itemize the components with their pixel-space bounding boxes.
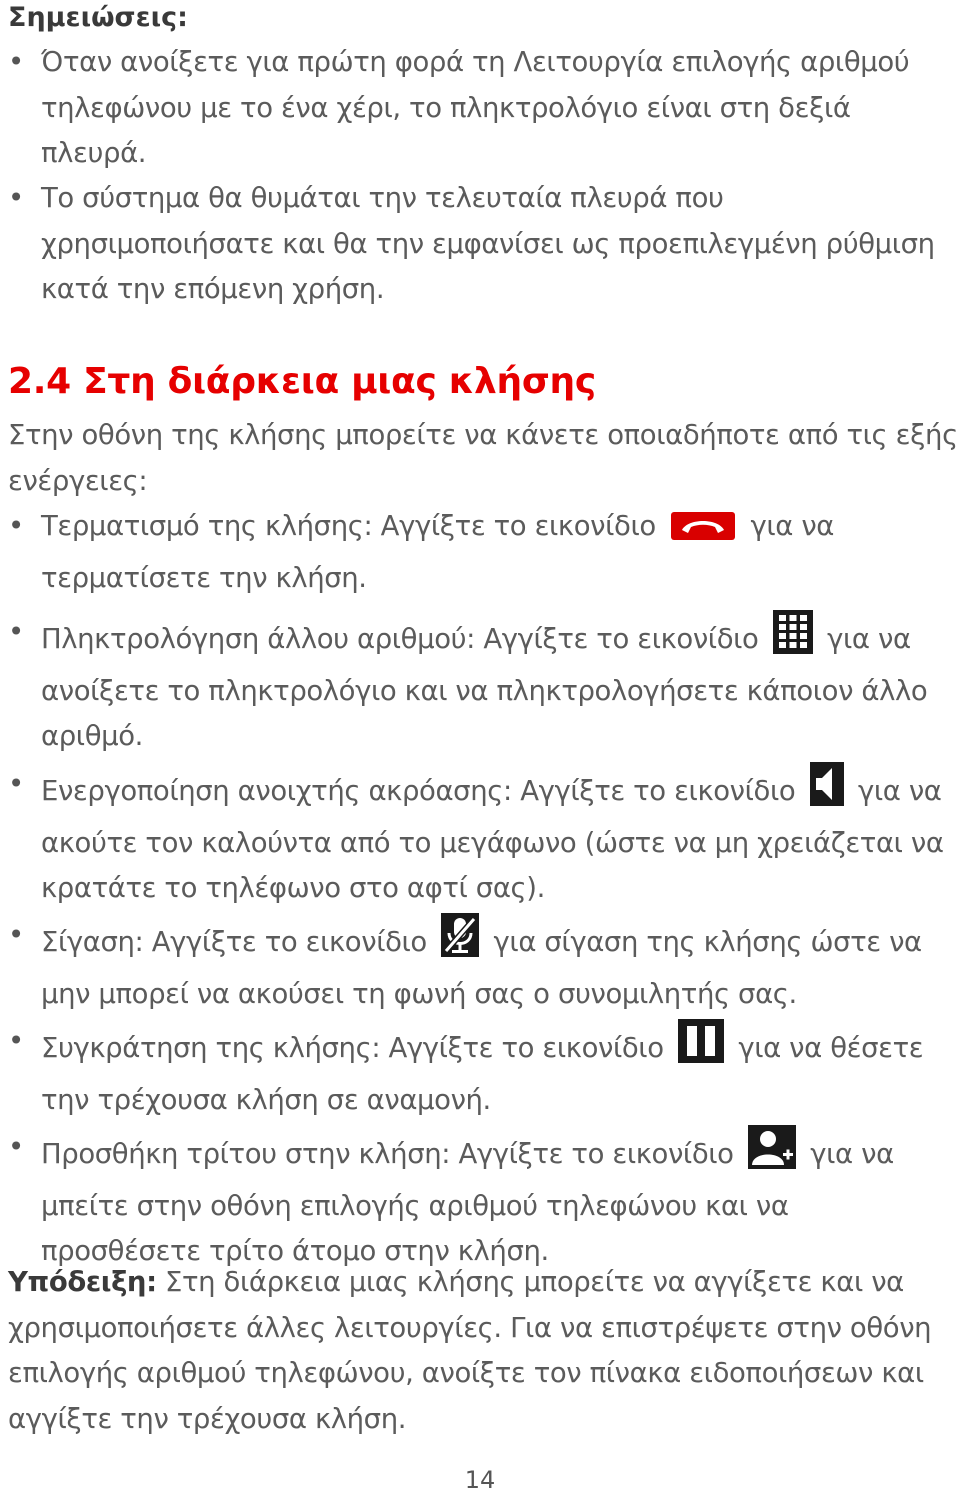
action-text-before: Τερματισμό της κλήσης: Αγγίξτε το εικονίδιο xyxy=(41,510,656,542)
hold-pause-icon xyxy=(678,1019,724,1078)
mute-microphone-icon xyxy=(441,913,479,972)
bullet: • xyxy=(8,768,24,800)
action-text-after: για να θέσετε την τρέχουσα κλήση σε αναμονή. xyxy=(41,1032,924,1116)
bullet: • xyxy=(8,1131,24,1163)
action-text-after: για να τερματίσετε την κλήση. xyxy=(41,510,835,594)
bullet: • xyxy=(8,182,24,214)
tip-paragraph xyxy=(8,1260,958,1442)
action-text-before: Πληκτρολόγηση άλλου αριθμού: Αγγίξτε το εικονίδιο xyxy=(41,623,759,655)
action-text-after: για να ακούτε τον καλούντα από το μεγάφωνο (ώστε να μη χρειάζεται να κρατάτε το τηλέφωνο στο αφτί σας). xyxy=(41,775,944,904)
action-text-before: Προσθήκη τρίτου στην κλήση: Αγγίξτε το εικονίδιο xyxy=(41,1138,734,1170)
action-item-mute xyxy=(8,913,953,1017)
note-item-2 xyxy=(8,176,953,313)
speaker-icon xyxy=(810,762,844,821)
note-text: Όταν ανοίξετε για πρώτη φορά τη Λειτουργία επιλογής αριθμού τηλεφώνου με το ένα χέρι, το πληκτρολόγιο είναι στη δεξιά πλευρά. xyxy=(41,46,910,169)
section-intro: Στην οθόνη της κλήσης μπορείτε να κάνετε οποιαδήποτε από τις εξής ενέργειες: xyxy=(8,419,958,497)
action-text-before: Συγκράτηση της κλήσης: Αγγίξτε το εικονίδιο xyxy=(41,1032,664,1064)
dialpad-icon xyxy=(773,610,813,669)
action-text-before: Σίγαση: Αγγίξτε το εικονίδιο xyxy=(41,926,427,958)
bullet: • xyxy=(8,919,24,951)
action-text-before: Ενεργοποίηση ανοιχτής ακρόασης: Αγγίξτε το εικονίδιο xyxy=(41,775,796,807)
tip-text: Στη διάρκεια μιας κλήσης μπορείτε να αγγίξετε και να χρησιμοποιήσετε άλλες λειτουργίες. Για να επιστρέψετε στην οθόνη επιλογής αριθμού τηλεφώνου, ανοίξτε τον πίνακα ειδοποιήσεων και αγγίξτε την τρέχουσα κλήση. xyxy=(8,1266,932,1435)
section-heading: 2.4 Στη διάρκεια μιας κλήσης xyxy=(8,361,596,402)
bullet: • xyxy=(8,510,24,542)
bullet: • xyxy=(8,46,24,78)
note-item-1 xyxy=(8,40,953,177)
action-item-speaker xyxy=(8,762,953,912)
action-item-end-call xyxy=(8,504,953,601)
page-number: 14 xyxy=(464,1466,496,1494)
note-text: Το σύστημα θα θυμάται την τελευταία πλευρά που χρησιμοποιήσατε και θα την εμφανίσει ως προεπιλεγμένη ρύθμιση κατά την επόμενη χρήση. xyxy=(41,182,935,305)
tip-label: Υπόδειξη: xyxy=(8,1266,157,1298)
end-call-icon xyxy=(670,510,736,556)
action-text-after: για να ανοίξετε το πληκτρολόγιο και να πληκτρολογήσετε κάποιον άλλο αριθμό. xyxy=(41,623,928,752)
action-item-add-participant xyxy=(8,1125,953,1275)
add-participant-icon xyxy=(748,1125,796,1184)
notes-title: Σημειώσεις: xyxy=(8,2,188,33)
bullet: • xyxy=(8,1025,24,1057)
action-text-after: για να μπείτε στην οθόνη επιλογής αριθμού τηλεφώνου και να προσθέσετε τρίτο άτομο στην κλήση. xyxy=(41,1138,894,1267)
action-item-dialpad xyxy=(8,610,953,760)
action-item-hold xyxy=(8,1019,953,1123)
action-text-after: για σίγαση της κλήσης ώστε να μην μπορεί να ακούσει τη φωνή σας ο συνομιλητής σας. xyxy=(41,926,922,1010)
bullet: • xyxy=(8,616,24,648)
